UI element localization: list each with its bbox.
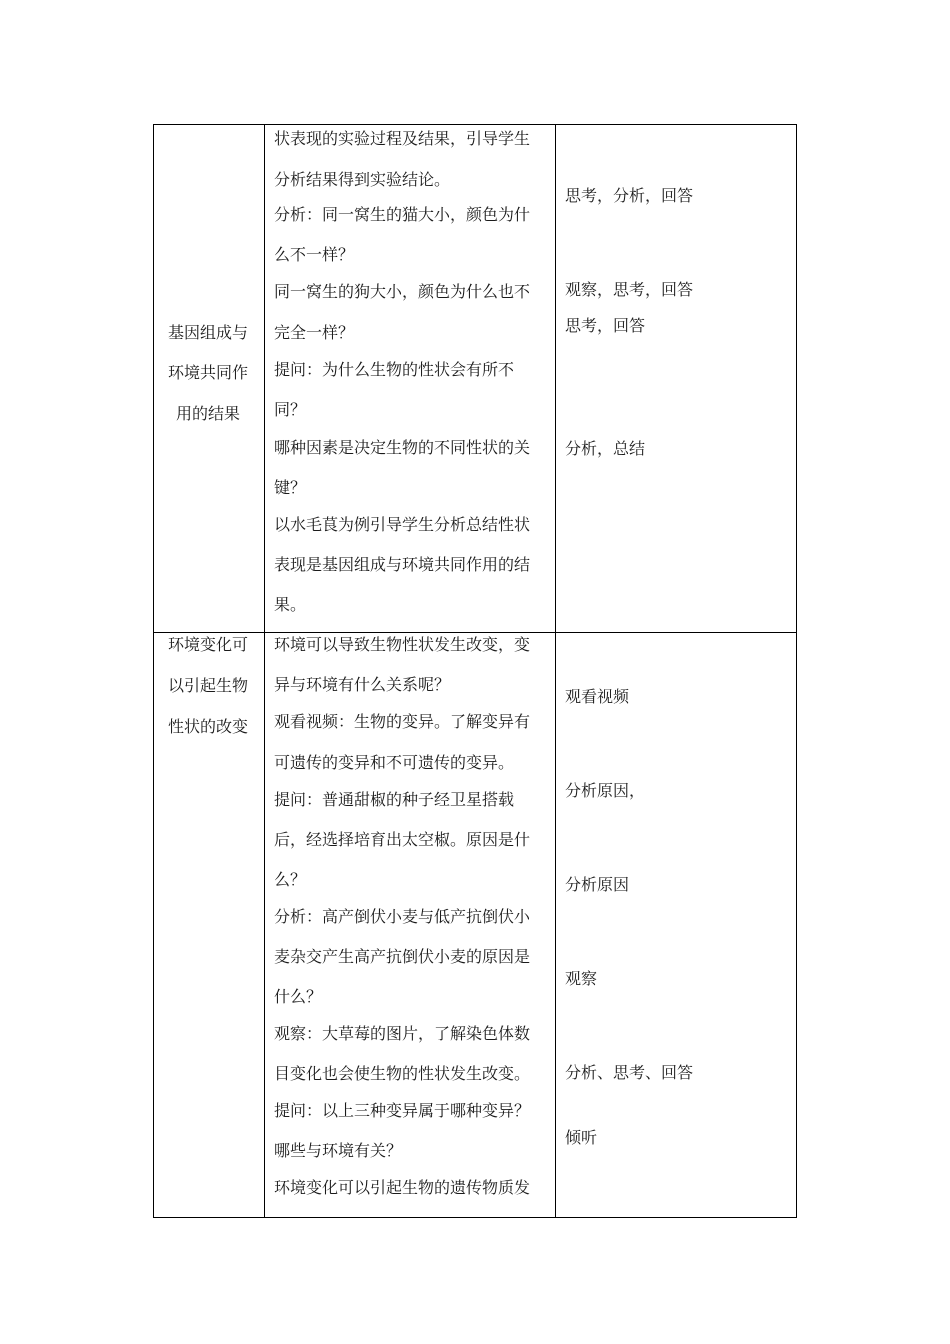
teacher-line: 状表现的实验过程及结果，引导学生 — [274, 129, 531, 148]
table-row — [154, 125, 796, 632]
table-row — [154, 632, 796, 1218]
student-line: 分析，总结 — [565, 439, 646, 458]
topic-line: 以引起生物 — [168, 676, 249, 695]
lesson-table — [153, 124, 797, 1218]
student-line: 观察 — [565, 969, 598, 988]
topic-cell — [154, 125, 265, 632]
teacher-line: 以水毛茛为例引导学生分析总结性状 — [274, 515, 531, 534]
teacher-line: 提问：普通甜椒的种子经卫星搭载 — [274, 790, 515, 809]
student-line: 思考，回答 — [565, 316, 646, 335]
topic-cell — [154, 633, 265, 1218]
topic-line: 基因组成与 — [168, 323, 249, 342]
teacher-line: 提问：以上三种变异属于哪种变异？ — [274, 1101, 531, 1120]
teacher-activity-cell — [265, 125, 556, 632]
teacher-line: 么？ — [274, 870, 307, 889]
student-line: 观看视频 — [565, 687, 630, 706]
student-line: 观察，思考，回答 — [565, 280, 694, 299]
teacher-line: 可遗传的变异和不可遗传的变异。 — [274, 753, 515, 772]
teacher-line: 异与环境有什么关系呢？ — [274, 675, 451, 694]
teacher-activity-cell — [265, 633, 556, 1218]
teacher-line: 麦杂交产生高产抗倒伏小麦的原因是 — [274, 947, 531, 966]
teacher-line: 哪种因素是决定生物的不同性状的关 — [274, 438, 531, 457]
teacher-line: 环境变化可以引起生物的遗传物质发 — [274, 1178, 531, 1197]
teacher-line: 什么？ — [274, 987, 323, 1006]
teacher-line: 观看视频：生物的变异。了解变异有 — [274, 712, 531, 731]
teacher-line: 目变化也会使生物的性状发生改变。 — [274, 1064, 531, 1083]
topic-line: 环境变化可 — [168, 635, 249, 654]
teacher-line: 提问：为什么生物的性状会有所不 — [274, 360, 515, 379]
teacher-line: 分析：高产倒伏小麦与低产抗倒伏小 — [274, 907, 531, 926]
teacher-line: 同一窝生的狗大小，颜色为什么也不 — [274, 282, 531, 301]
teacher-line: 果。 — [274, 595, 307, 614]
student-line: 分析原因 — [565, 875, 630, 894]
teacher-line: 完全一样？ — [274, 323, 355, 342]
topic-line: 用的结果 — [176, 404, 241, 423]
student-line: 分析、思考、回答 — [565, 1063, 694, 1082]
topic-line: 性状的改变 — [168, 717, 249, 736]
student-activity-cell — [556, 633, 796, 1218]
topic-line: 环境共同作 — [168, 363, 249, 382]
teacher-line: 键？ — [274, 478, 307, 497]
student-activity-cell — [556, 125, 796, 632]
teacher-line: 观察：大草莓的图片，了解染色体数 — [274, 1024, 531, 1043]
student-line: 倾听 — [565, 1128, 598, 1147]
teacher-line: 哪些与环境有关？ — [274, 1141, 403, 1160]
teacher-line: 后，经选择培育出太空椒。原因是什 — [274, 830, 531, 849]
student-line: 分析原因， — [565, 781, 646, 800]
student-line: 思考，分析，回答 — [565, 186, 694, 205]
teacher-line: 么不一样？ — [274, 245, 355, 264]
teacher-line: 分析结果得到实验结论。 — [274, 170, 451, 189]
teacher-line: 分析：同一窝生的猫大小，颜色为什 — [274, 205, 531, 224]
teacher-line: 同？ — [274, 400, 307, 419]
teacher-line: 表现是基因组成与环境共同作用的结 — [274, 555, 531, 574]
teacher-line: 环境可以导致生物性状发生改变，变 — [274, 635, 531, 654]
